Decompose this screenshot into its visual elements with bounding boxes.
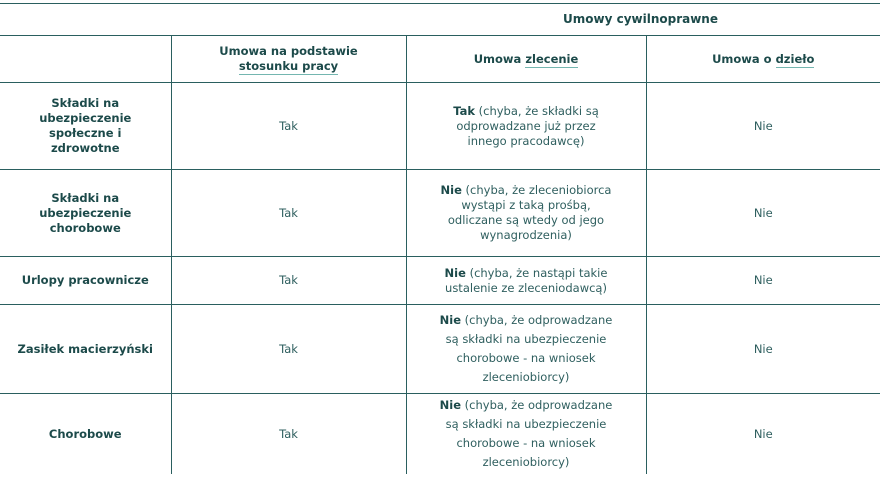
row-label: Zasiłek macierzyński [0,305,171,394]
cell-mandate-bold: Nie [440,183,462,197]
group-header-row [0,4,880,36]
column-header-employment [171,36,406,83]
column-header-specific-work-underlined: dzieło [775,51,815,66]
table-row [0,305,880,394]
cell-mandate-bold: Nie [439,398,462,412]
group-header-civil-contracts: Umowy cywilnoprawne [0,4,880,36]
cell-mandate-bold: Tak [453,103,475,118]
cell-mandate: Tak (chyba, że składki są odprowadzane już przez innego pracodawcę) [406,83,646,170]
column-header-mandate [406,36,646,83]
cell-mandate: Nie (chyba, że zleceniobiorca wystąpi z taką prośbą, odliczane są wtedy od jego wynagrodzenia) [406,170,646,257]
cell-mandate: Nie (chyba, że odprowadzane są składki na ubezpieczenie chorobowe - na wniosek zleceniobiorcy) [406,394,646,475]
column-header-empty [0,36,171,83]
cell-employment: Tak [171,170,406,257]
cell-specific-work: Nie [646,305,880,394]
cell-employment: Tak [171,83,406,170]
cell-mandate: Nie (chyba, że odprowadzane są składki na ubezpieczenie chorobowe - na wniosek zleceniobiorcy) [406,305,646,394]
cell-mandate-bold: Nie [444,265,466,280]
column-header-mandate-underlined: zlecenie [525,51,579,66]
row-label: Składki na ubezpieczenie społeczne i zdrowotne [0,83,171,170]
contract-comparison-table [0,3,880,474]
row-label: Urlopy pracownicze [0,257,171,305]
cell-employment: Tak [171,257,406,305]
cell-specific-work: Nie [646,257,880,305]
row-label: Składki na ubezpieczenie chorobowe [0,170,171,257]
cell-employment: Tak [171,305,406,394]
column-header-specific-work-text: Umowa o dzieło [712,51,815,66]
cell-specific-work: Nie [646,83,880,170]
cell-mandate-bold: Nie [439,313,462,327]
cell-employment: Tak [171,394,406,475]
column-header-employment-text: Umowa na podstawie stosunku pracy [219,44,358,73]
table-row [0,394,880,475]
table-row [0,170,880,257]
table-row [0,257,880,305]
column-header-employment-underlined: stosunku pracy [238,59,339,73]
column-header-specific-work [646,36,880,83]
table-row [0,83,880,170]
cell-specific-work: Nie [646,170,880,257]
column-header-mandate-text: Umowa zlecenie [473,51,579,66]
row-label: Chorobowe [48,426,122,441]
cell-mandate: Nie (chyba, że nastąpi takie ustalenie ze zleceniodawcą) [406,257,646,305]
cell-specific-work: Nie [646,394,880,475]
column-header-row [0,36,880,83]
